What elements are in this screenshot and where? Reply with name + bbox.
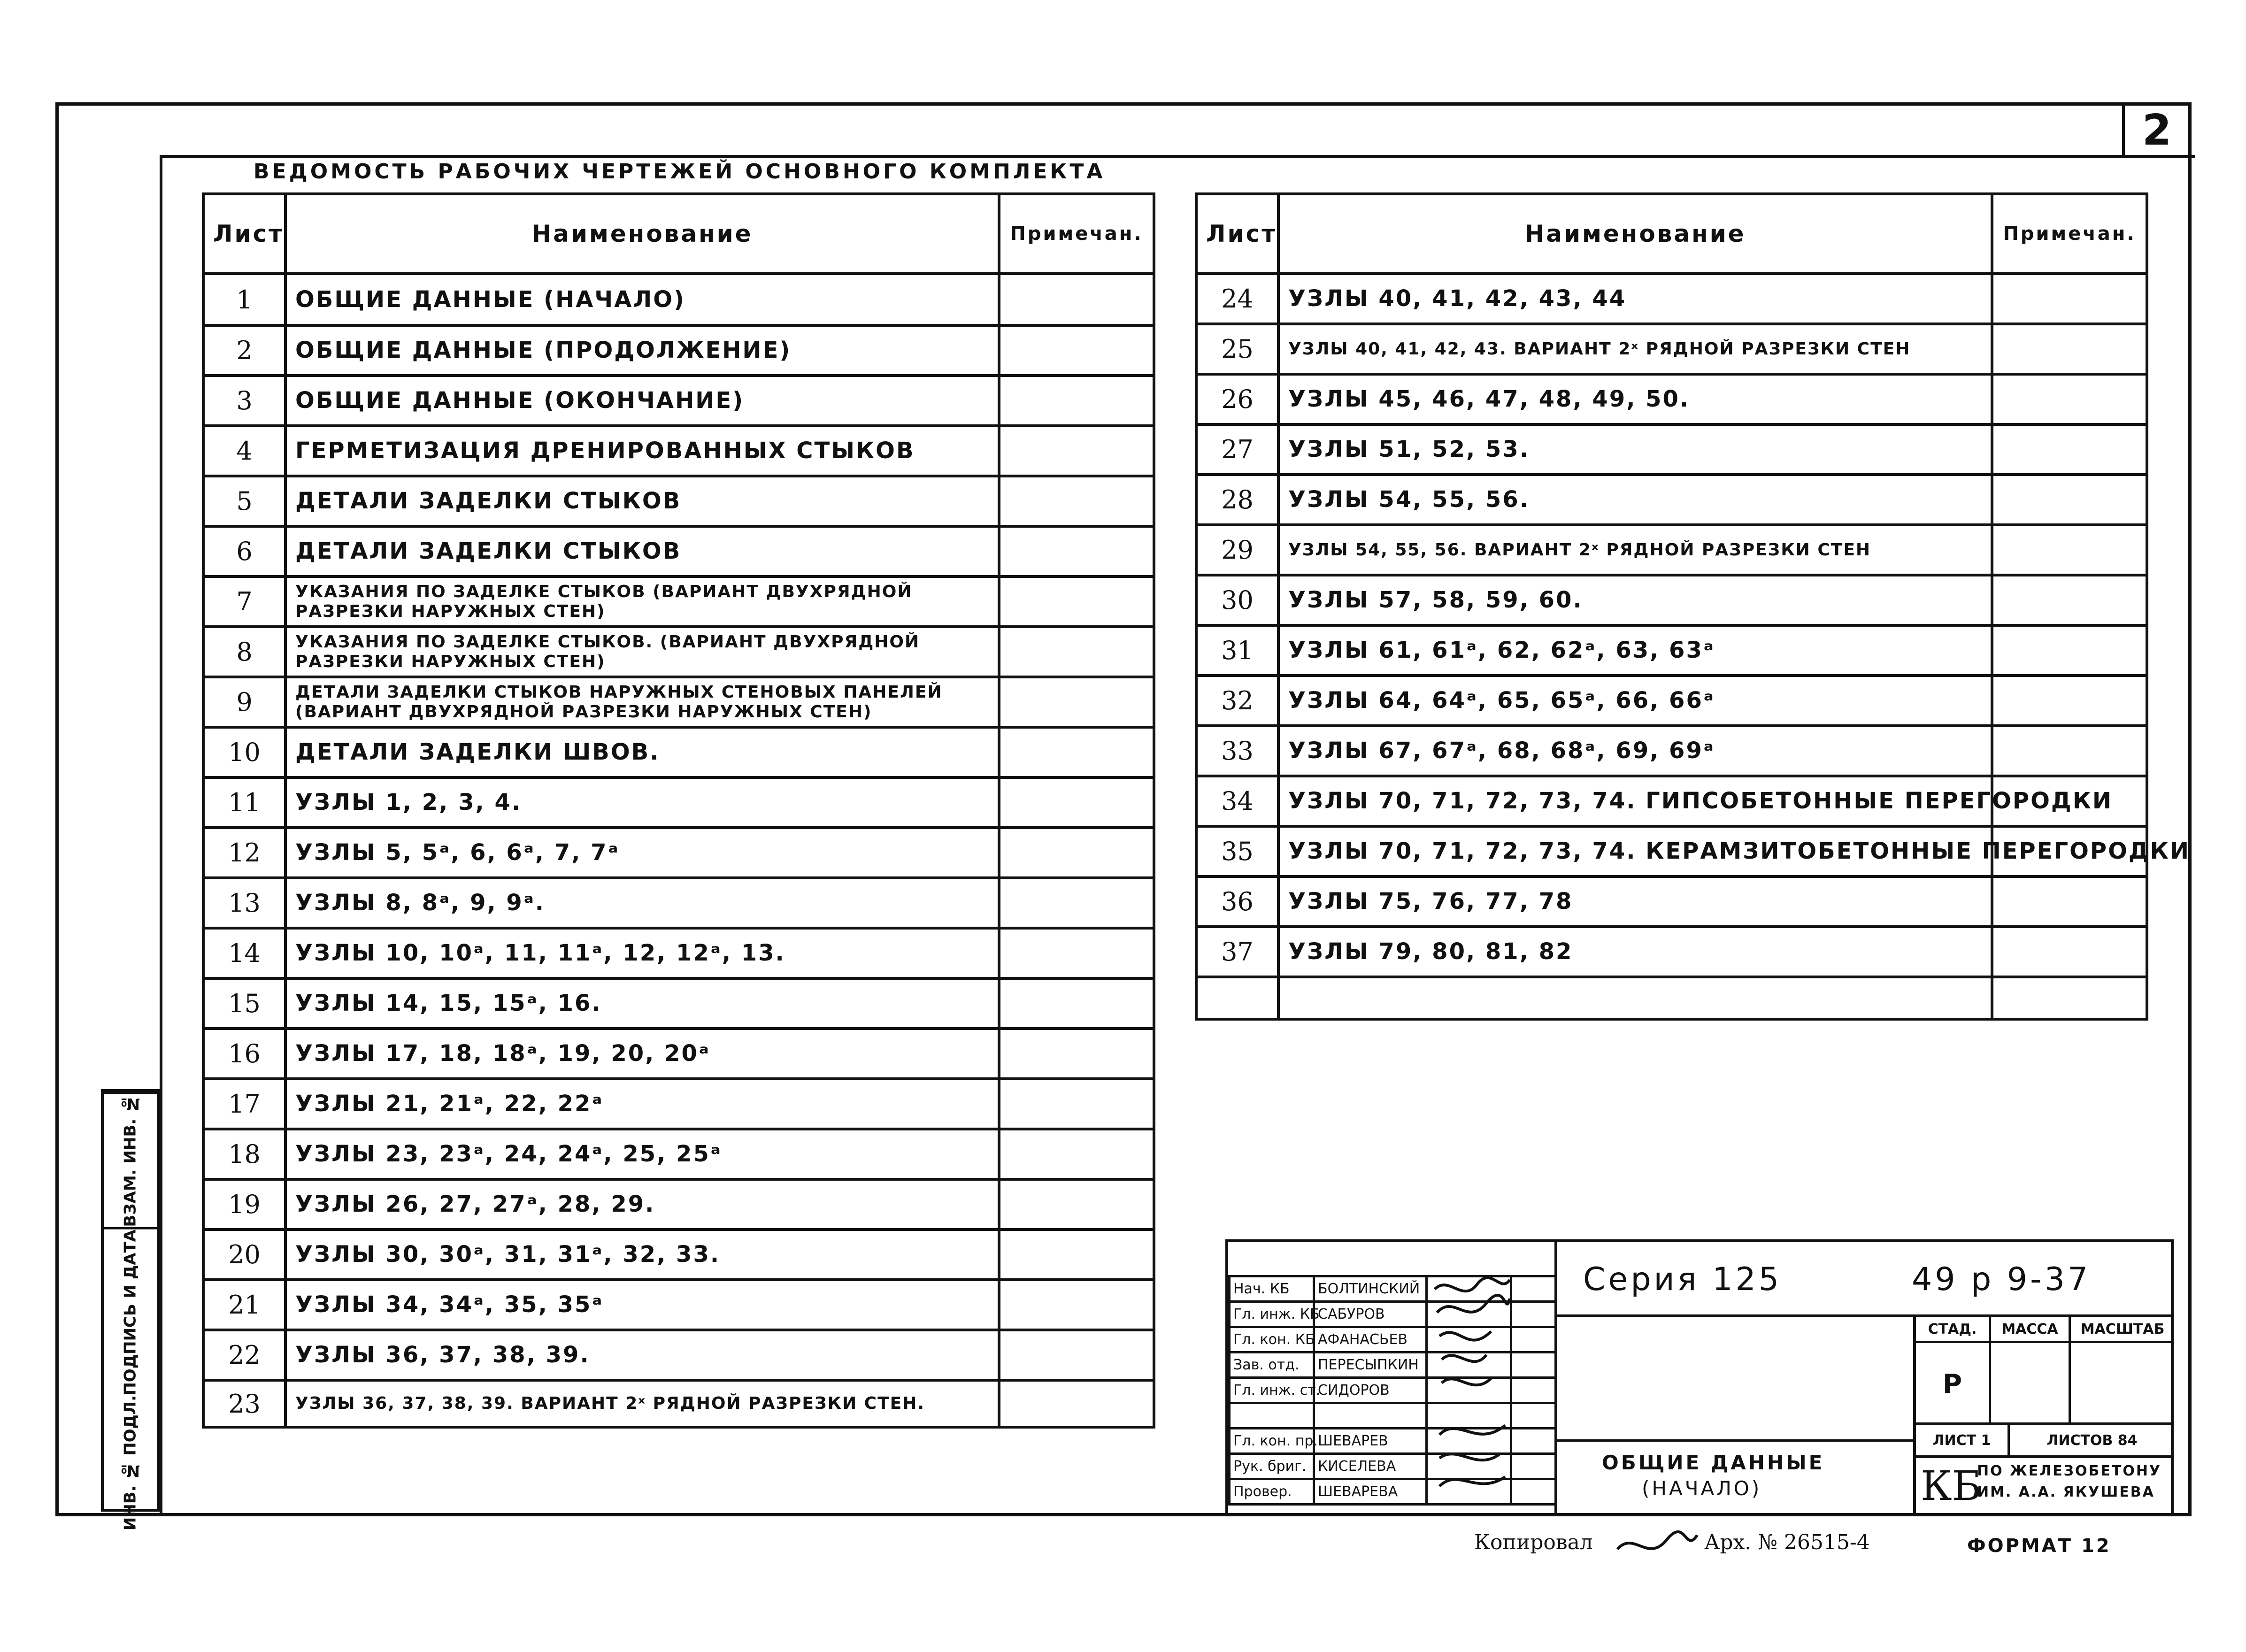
table-row (203, 677, 1154, 727)
name-cell: ШЕВАРЕВ (1314, 1429, 1427, 1454)
sheet-number-cell: 25 (1196, 324, 1278, 374)
table-row (1196, 274, 2147, 324)
sheet-number-cell: 34 (1196, 776, 1278, 826)
table-row (203, 1380, 1154, 1427)
sheet-name-cell: УЗЛЫ 8, 8ᵃ, 9, 9ᵃ. (285, 878, 999, 928)
note-cell (1992, 676, 2147, 726)
organization-mark: КБ (1921, 1463, 1982, 1510)
note-cell (1992, 475, 2147, 525)
table-row (1196, 324, 2147, 374)
note-cell (1992, 977, 2147, 1019)
drawings-table-right (1195, 192, 2191, 1021)
sheet-number-cell: 13 (203, 878, 285, 928)
side-strip-signature: ПОДПИСЬ И ДАТА (104, 1227, 157, 1396)
note-cell (999, 576, 1154, 627)
table-row (1196, 625, 2147, 676)
name-cell: БОЛТИНСКИЙ (1314, 1276, 1427, 1302)
note-cell (1992, 927, 2147, 977)
sheet-number-cell: 11 (203, 777, 285, 828)
organization-line-2: ИМ. А.А. ЯКУШЕВА (1977, 1484, 2155, 1500)
sheet-name-cell (1278, 977, 1992, 1019)
sheet-number-cell: 33 (1196, 726, 1278, 776)
note-cell (999, 677, 1154, 727)
role-cell: Гл. инж. КБ (1230, 1302, 1314, 1327)
sheet-name-cell: УЗЛЫ 36, 37, 38, 39. (285, 1330, 999, 1380)
sheet-number-cell: 15 (203, 978, 285, 1029)
note-cell (999, 928, 1154, 978)
sheet-number-cell: 6 (203, 526, 285, 576)
sheet-name-cell: ОБЩИЕ ДАННЫЕ (НАЧАЛО) (285, 274, 999, 325)
side-strip (101, 1089, 160, 1531)
note-cell (999, 325, 1154, 376)
sheet-number-cell: 7 (203, 576, 285, 627)
sheet-count-row (1916, 1425, 2174, 1458)
table-row (203, 878, 1154, 928)
table-row (1196, 676, 2147, 726)
note-cell (1992, 274, 2147, 324)
scale-label: МАСШТАБ (2071, 1317, 2174, 1343)
date-cell (1511, 1352, 1556, 1378)
date-cell (1511, 1403, 1556, 1429)
sheet-name-cell: УЗЛЫ 23, 23ᵃ, 24, 24ᵃ, 25, 25ᵃ (285, 1129, 999, 1179)
sheet-name-cell: ОБЩИЕ ДАННЫЕ (ОКОНЧАНИЕ) (285, 376, 999, 426)
sheet-number-cell: 30 (1196, 575, 1278, 625)
sheet-name-cell: УЗЛЫ 70, 71, 72, 73, 74. КЕРАМЗИТОБЕТОННЫЕ ПЕРЕГОРОДКИ (1278, 826, 1992, 876)
sheet-number-cell: 4 (203, 426, 285, 476)
sheet-number: 2 (2142, 105, 2172, 155)
sheet-name-cell: УЗЛЫ 67, 67ᵃ, 68, 68ᵃ, 69, 69ᵃ (1278, 726, 1992, 776)
sheet-name-cell: ДЕТАЛИ ЗАДЕЛКИ СТЫКОВ (285, 526, 999, 576)
table-row (1196, 475, 2147, 525)
sheet-number-cell: 14 (203, 928, 285, 978)
sheet-name-cell: УЗЛЫ 79, 80, 81, 82 (1278, 927, 1992, 977)
stage-label: СТАД. (1916, 1317, 1991, 1343)
table-row (203, 1079, 1154, 1129)
role-cell: Рук. бриг. (1230, 1454, 1314, 1479)
note-cell (999, 1029, 1154, 1079)
role-cell: Провер. (1230, 1479, 1314, 1505)
sheet-name-cell: УЗЛЫ 1, 2, 3, 4. (285, 777, 999, 828)
role-cell: Гл. инж. ст. (1230, 1378, 1314, 1403)
drawings-table-left (202, 192, 1155, 1429)
sheet-name-cell: ГЕРМЕТИЗАЦИЯ ДРЕНИРОВАННЫХ СТЫКОВ (285, 426, 999, 476)
series-cell (1554, 1242, 2174, 1317)
sheet-number-cell: 35 (1196, 826, 1278, 876)
sheet-name-cell: УКАЗАНИЯ ПО ЗАДЕЛКЕ СТЫКОВ (ВАРИАНТ ДВУХРЯДНОЙ РАЗРЕЗКИ НАРУЖНЫХ СТЕН) (285, 576, 999, 627)
side-strip-inv: ВЗАМ. ИНВ. № (104, 1092, 157, 1227)
sheet-number-cell: 8 (203, 627, 285, 677)
name-cell: СИДОРОВ (1314, 1378, 1427, 1403)
note-cell (999, 1229, 1154, 1280)
date-cell (1511, 1302, 1556, 1327)
footer (1474, 1526, 2178, 1573)
note-cell (1992, 726, 2147, 776)
table-row (203, 1280, 1154, 1330)
sheet-number-cell: 23 (203, 1380, 285, 1427)
sheet-number-cell: 10 (203, 727, 285, 777)
note-cell (999, 1280, 1154, 1330)
name-cell: ПЕРЕСЫПКИН (1314, 1352, 1427, 1378)
sheet-number-cell: 2 (203, 325, 285, 376)
sheet-number-cell: 27 (1196, 424, 1278, 475)
copied-by-label: Копировал (1474, 1530, 1593, 1554)
sheet-name-cell: УЗЛЫ 36, 37, 38, 39. ВАРИАНТ 2ˣ РЯДНОЙ РАЗРЕЗКИ СТЕН. (285, 1380, 999, 1427)
sheet-number-cell: 22 (203, 1330, 285, 1380)
note-cell (999, 1330, 1154, 1380)
sheet-name-cell: УЗЛЫ 75, 76, 77, 78 (1278, 876, 1992, 927)
header-note: Примечан. (999, 194, 1154, 274)
sheet-name-cell: УЗЛЫ 30, 30ᵃ, 31, 31ᵃ, 32, 33. (285, 1229, 999, 1280)
sheet-number-cell: 21 (203, 1280, 285, 1330)
date-cell (1511, 1276, 1556, 1302)
table-row (1196, 525, 2147, 575)
role-cell: Гл. кон. пр. (1230, 1429, 1314, 1454)
sheet-label: ЛИСТ 1 (1916, 1425, 2010, 1455)
note-cell (999, 376, 1154, 426)
date-cell (1511, 1429, 1556, 1454)
table-row (203, 274, 1154, 325)
sheet-number-cell: 28 (1196, 475, 1278, 525)
table-row (203, 526, 1154, 576)
sheet-number-box (2122, 102, 2192, 158)
sheet-number-cell: 24 (1196, 274, 1278, 324)
sheet-name-cell: УЗЛЫ 34, 34ᵃ, 35, 35ᵃ (285, 1280, 999, 1330)
sheet-name-cell: УЗЛЫ 17, 18, 18ᵃ, 19, 20, 20ᵃ (285, 1029, 999, 1079)
table-row (203, 325, 1154, 376)
note-cell (999, 727, 1154, 777)
doc-title: ОБЩИЕ ДАННЫЕ (1602, 1451, 1825, 1474)
date-cell (1511, 1378, 1556, 1403)
sheet-name-cell: УЗЛЫ 21, 21ᵃ, 22, 22ᵃ (285, 1079, 999, 1129)
date-cell (1511, 1454, 1556, 1479)
table-row (203, 627, 1154, 677)
sheet-name-cell: УЗЛЫ 14, 15, 15ᵃ, 16. (285, 978, 999, 1029)
role-cell: Зав. отд. (1230, 1352, 1314, 1378)
table-row (203, 928, 1154, 978)
note-cell (999, 777, 1154, 828)
mass-value (1991, 1343, 2071, 1425)
sheet-number-cell: 17 (203, 1079, 285, 1129)
header-sheet: Лист (203, 194, 285, 274)
note-cell (1992, 424, 2147, 475)
header-name: Наименование (285, 194, 999, 274)
note-cell (1992, 374, 2147, 424)
sheet-number-cell: 18 (203, 1129, 285, 1179)
name-cell: КИСЕЛЕВА (1314, 1454, 1427, 1479)
table-row (203, 1330, 1154, 1380)
sheet-name-cell: УЗЛЫ 61, 61ᵃ, 62, 62ᵃ, 63, 63ᵃ (1278, 625, 1992, 676)
name-cell: ШЕВАРЕВА (1314, 1479, 1427, 1505)
sheet-number-cell: 19 (203, 1179, 285, 1229)
table-row (203, 376, 1154, 426)
organization-cell (1916, 1458, 2174, 1516)
sheet-number-cell: 29 (1196, 525, 1278, 575)
date-cell (1511, 1479, 1556, 1505)
page-title: ВЕДОМОСТЬ РАБОЧИХ ЧЕРТЕЖЕЙ ОСНОВНОГО КОМПЛЕКТА (254, 160, 1106, 184)
organization-line-1: ПО ЖЕЛЕЗОБЕТОНУ (1977, 1463, 2162, 1479)
table-row (1196, 977, 2147, 1019)
sheet-number-cell: 20 (203, 1229, 285, 1280)
header-name: Наименование (1278, 194, 1992, 274)
table-row (203, 978, 1154, 1029)
doc-title-cell (1554, 1317, 1916, 1516)
sheet-name-cell: УЗЛЫ 51, 52, 53. (1278, 424, 1992, 475)
doc-title-divider (1554, 1439, 1916, 1442)
binding-line (160, 155, 162, 1516)
sheet-name-cell: УЗЛЫ 40, 41, 42, 43. ВАРИАНТ 2ˣ РЯДНОЙ РАЗРЕЗКИ СТЕН (1278, 324, 1992, 374)
sheet-name-cell: ДЕТАЛИ ЗАДЕЛКИ СТЫКОВ (285, 476, 999, 526)
name-cell (1314, 1403, 1427, 1429)
sheet-number-cell: 32 (1196, 676, 1278, 726)
name-cell: САБУРОВ (1314, 1302, 1427, 1327)
note-cell (1992, 625, 2147, 676)
table-row (1196, 374, 2147, 424)
sheet-name-cell: УЗЛЫ 57, 58, 59, 60. (1278, 575, 1992, 625)
doc-subtitle: (НАЧАЛО) (1642, 1477, 1762, 1500)
sheet-number-cell: 31 (1196, 625, 1278, 676)
sheet-number-cell: 12 (203, 828, 285, 878)
sheet-name-cell: ДЕТАЛИ ЗАДЕЛКИ СТЫКОВ НАРУЖНЫХ СТЕНОВЫХ ПАНЕЛЕЙ (ВАРИАНТ ДВУХРЯДНОЙ РАЗРЕЗКИ НАРУЖНЫХ СТЕН) (285, 677, 999, 727)
note-cell (999, 978, 1154, 1029)
sheet-name-cell: УЗЛЫ 54, 55, 56. (1278, 475, 1992, 525)
name-cell: АФАНАСЬЕВ (1314, 1327, 1427, 1352)
table-row (203, 777, 1154, 828)
note-cell (999, 274, 1154, 325)
sheet-number-cell: 5 (203, 476, 285, 526)
note-cell (1992, 575, 2147, 625)
table-row (203, 828, 1154, 878)
note-cell (999, 426, 1154, 476)
sheet-number-cell: 36 (1196, 876, 1278, 927)
sheet-number-cell: 16 (203, 1029, 285, 1079)
note-cell (999, 1079, 1154, 1129)
sheet-name-cell: УЗЛЫ 40, 41, 42, 43, 44 (1278, 274, 1992, 324)
table-row (1196, 776, 2147, 826)
sheet-number-cell: 9 (203, 677, 285, 727)
sheet-number-cell (1196, 977, 1278, 1019)
sheet-name-cell: УЗЛЫ 26, 27, 27ᵃ, 28, 29. (285, 1179, 999, 1229)
header-note: Примечан. (1992, 194, 2147, 274)
sheet-name-cell: УЗЛЫ 54, 55, 56. ВАРИАНТ 2ˣ РЯДНОЙ РАЗРЕЗКИ СТЕН (1278, 525, 1992, 575)
mass-label: МАССА (1991, 1317, 2071, 1343)
table-row (1196, 726, 2147, 776)
role-cell: Нач. КБ (1230, 1276, 1314, 1302)
title-block (1225, 1239, 2174, 1516)
series-label: Серия 125 (1583, 1261, 1782, 1298)
sheet-name-cell: УЗЛЫ 64, 64ᵃ, 65, 65ᵃ, 66, 66ᵃ (1278, 676, 1992, 726)
table-row (1196, 424, 2147, 475)
note-cell (1992, 876, 2147, 927)
note-cell (999, 1129, 1154, 1179)
note-cell (999, 1179, 1154, 1229)
note-cell (999, 476, 1154, 526)
table-row (1196, 927, 2147, 977)
sheet-name-cell: УЗЛЫ 5, 5ᵃ, 6, 6ᵃ, 7, 7ᵃ (285, 828, 999, 878)
table-row (203, 1029, 1154, 1079)
role-cell: Гл. кон. КБ (1230, 1327, 1314, 1352)
note-cell (999, 627, 1154, 677)
sheet-number-cell: 3 (203, 376, 285, 426)
note-cell (999, 878, 1154, 928)
stage-value: Р (1916, 1343, 1991, 1425)
inner-frame-top (160, 155, 2195, 158)
format-label: ФОРМАТ 12 (1967, 1535, 2111, 1557)
note-cell (999, 1380, 1154, 1427)
table-row (1196, 826, 2147, 876)
sheet-number-cell: 1 (203, 274, 285, 325)
side-strip-original: ИНВ. № ПОДЛ. (121, 1395, 140, 1531)
copier-signature (1615, 1526, 1700, 1563)
table-row (203, 576, 1154, 627)
table-row (203, 1179, 1154, 1229)
table-row (203, 476, 1154, 526)
header-sheet: Лист (1196, 194, 1278, 274)
table-row (203, 727, 1154, 777)
role-cell (1230, 1403, 1314, 1429)
sheet-number-cell: 37 (1196, 927, 1278, 977)
note-cell (999, 828, 1154, 878)
sheet-name-cell: ДЕТАЛИ ЗАДЕЛКИ ШВОВ. (285, 727, 999, 777)
sheet-name-cell: ОБЩИЕ ДАННЫЕ (ПРОДОЛЖЕНИЕ) (285, 325, 999, 376)
document-code: 49 р 9-37 (1912, 1261, 2091, 1298)
signatures (1430, 1275, 1515, 1519)
archive-number: Арх. № 26515-4 (1704, 1530, 1870, 1554)
sheet-number-cell: 26 (1196, 374, 1278, 424)
table-row (1196, 876, 2147, 927)
note-cell (999, 526, 1154, 576)
table-row (203, 1229, 1154, 1280)
table-row (203, 1129, 1154, 1179)
table-row (1196, 575, 2147, 625)
sheets-total: ЛИСТОВ 84 (2046, 1432, 2138, 1449)
sheet-name-cell: УЗЛЫ 10, 10ᵃ, 11, 11ᵃ, 12, 12ᵃ, 13. (285, 928, 999, 978)
note-cell (1992, 324, 2147, 374)
sheet-name-cell: УКАЗАНИЯ ПО ЗАДЕЛКЕ СТЫКОВ. (ВАРИАНТ ДВУХРЯДНОЙ РАЗРЕЗКИ НАРУЖНЫХ СТЕН) (285, 627, 999, 677)
stage-block (1916, 1317, 2174, 1425)
date-cell (1511, 1327, 1556, 1352)
table-row (203, 426, 1154, 476)
note-cell (1992, 525, 2147, 575)
sheet-name-cell: УЗЛЫ 45, 46, 47, 48, 49, 50. (1278, 374, 1992, 424)
sheet-name-cell: УЗЛЫ 70, 71, 72, 73, 74. ГИПСОБЕТОННЫЕ ПЕРЕГОРОДКИ (1278, 776, 1992, 826)
